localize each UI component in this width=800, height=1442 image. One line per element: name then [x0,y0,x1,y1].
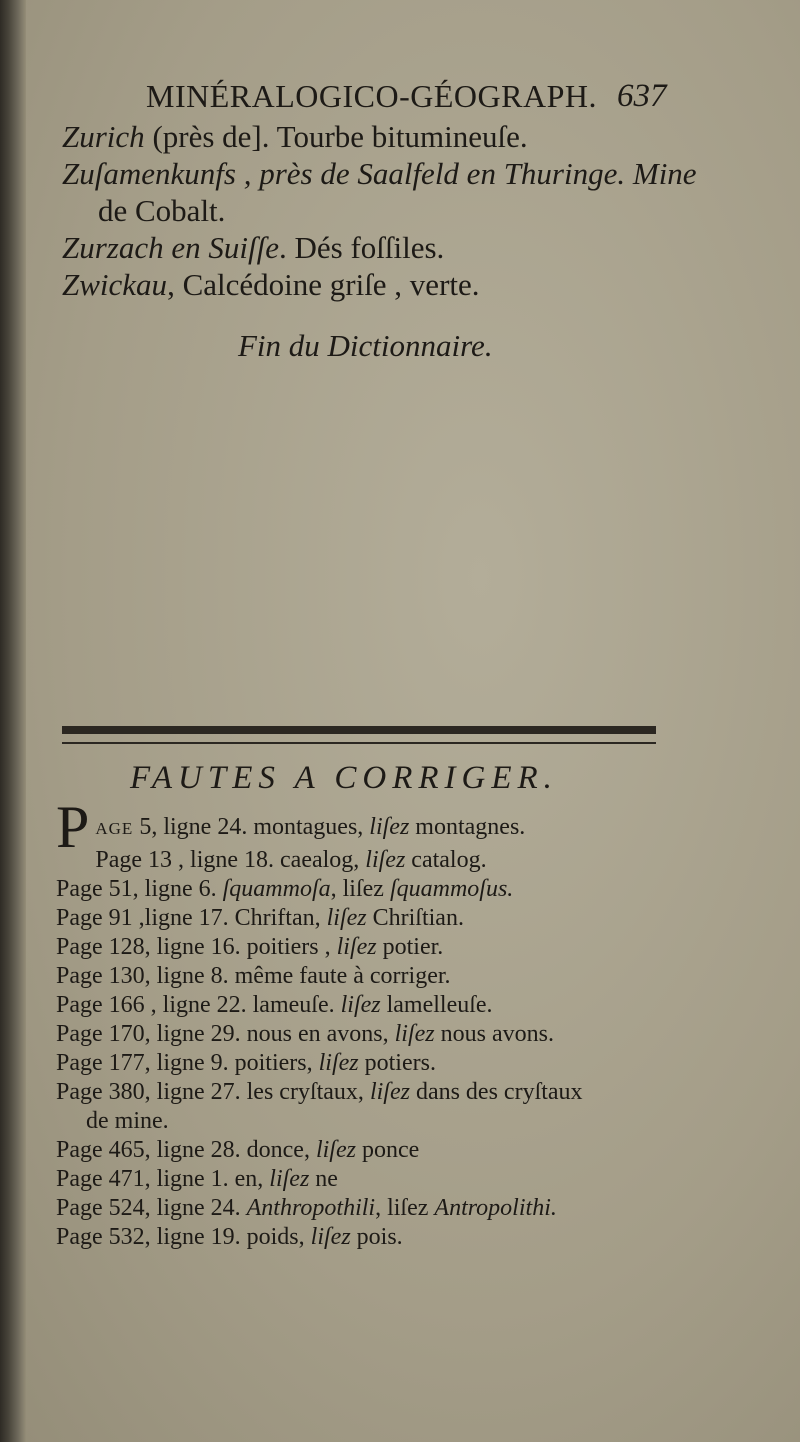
errata-text: nous avons. [434,1021,554,1047]
entry-zurzach [62,229,762,266]
errata-row [56,1078,776,1107]
errata-list [56,794,776,1252]
lisez-word: liſez [315,1137,356,1163]
errata-text: lamelleuſe. [380,992,493,1018]
dictionary-entries [62,118,762,303]
errata-row [56,846,776,875]
lisez-word: liſez [310,1224,351,1250]
errata-row [56,1223,776,1252]
errata-row [56,904,776,933]
errata-row [56,962,776,991]
errata-text: potier. [376,934,444,960]
entry-text: . Dés foſſiles. [279,230,445,265]
errata-row [56,1136,776,1165]
errata-row [56,933,776,962]
errata-text: Page 524, ligne 24. [56,1195,247,1221]
lisez-word: liſez [318,1050,359,1076]
lisez-word: liſez [369,1079,410,1105]
divider-thin [62,742,656,744]
lisez-word: liſez [269,1166,310,1192]
entry-place: Zuſamenkunfs [62,156,236,191]
entry-zwickau [62,266,762,303]
errata-text: montagnes. [409,814,526,840]
divider-thick [62,726,656,734]
errata-italic: Antropolithi. [434,1195,557,1221]
entry-place: Zurzach en Suiſſe [62,230,279,265]
errata-text: Page 51, ligne 6. [56,876,223,902]
errata-row [56,1020,776,1049]
errata-row [56,1165,776,1194]
errata-text: Page 91 ,ligne 17. Chriftan, [56,905,327,931]
errata-text: , liſez [330,876,390,902]
errata-text: Page 166 , ligne 22. lameuſe. [56,992,341,1018]
errata-italic: ſquammoſus. [389,876,514,902]
errata-text: , liſez [375,1195,435,1221]
errata-text: Page 130, ligne 8. même faute à corriger. [56,963,451,989]
errata-row [56,1194,776,1223]
entry-text: , près de Saalfeld en Thuringe. Mine [235,156,697,191]
entry-text: , Calcédoine griſe , verte. [167,267,480,302]
errata-text: dans des cryſtaux [409,1079,583,1105]
errata-text: Page 128, ligne 16. poitiers , [56,934,337,960]
entry-text: (près de]. Tourbe bitumineuſe. [144,119,528,154]
entry-place: Zurich [62,119,145,154]
errata-italic: Anthropothili [246,1195,376,1221]
errata-text: ponce [355,1137,420,1163]
errata-text: Page 177, ligne 9. poitiers, [56,1050,319,1076]
entry-zusamenkunfs [62,155,762,192]
lisez-word: liſez [394,1021,435,1047]
running-title: MINÉRALOGICO-GÉOGRAPH. [146,78,597,114]
errata-text: Page 465, ligne 28. donce, [56,1137,316,1163]
drop-cap: P [56,794,90,860]
errata-text: catalog. [405,847,487,873]
lisez-word: liſez [369,814,410,840]
entry-continuation: de Cobalt. [98,193,226,228]
errata-continuation: de mine. [86,1108,169,1134]
errata-italic: ſquammoſa [222,876,331,902]
end-of-dictionary: Fin du Dictionnaire. [238,328,493,363]
entry-zurich [62,118,762,155]
entry-place: Zwickau [62,267,168,302]
errata-row [56,1049,776,1078]
errata-row [56,875,776,904]
errata-text: potiers. [358,1050,436,1076]
errata-text: 5, ligne 24. montagues, [133,814,370,840]
page-number: 637 [617,78,667,114]
errata-text: Chriſtian. [366,905,464,931]
errata-text: Page 13 , ligne 18. caealog, [95,847,366,873]
errata-text: Page 471, ligne 1. en, [56,1166,270,1192]
errata-text: Page 532, ligne 19. poids, [56,1224,311,1250]
errata-row [56,991,776,1020]
errata-text: pois. [350,1224,403,1250]
smallcaps-text: AGE [95,819,134,838]
lisez-word: liſez [340,992,381,1018]
errata-text: Page 380, ligne 27. les cryſtaux, [56,1079,370,1105]
lisez-word: liſez [365,847,406,873]
lisez-word: liſez [336,934,377,960]
lisez-word: liſez [326,905,367,931]
errata-title: FAUTES A CORRIGER. [130,760,558,796]
errata-text: Page 170, ligne 29. nous en avons, [56,1021,395,1047]
errata-text: ne [309,1166,338,1192]
